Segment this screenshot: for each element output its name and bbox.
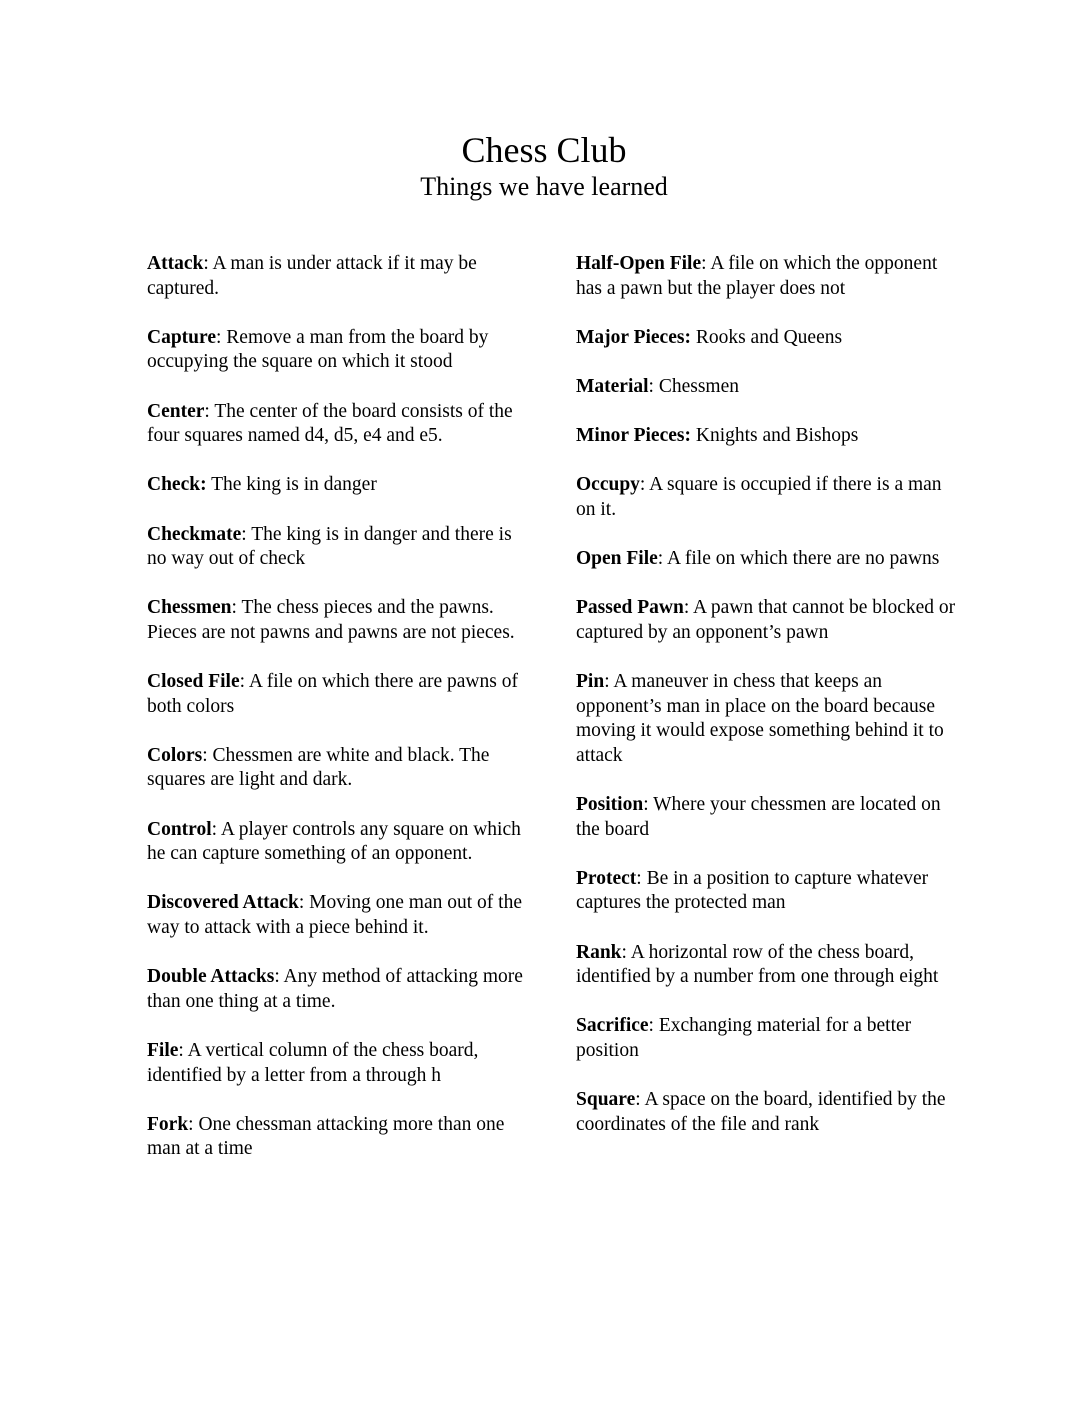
document-header [0,128,1088,202]
glossary-entry [147,744,527,793]
glossary-separator: : [604,671,614,693]
glossary-definition: A man is under attack if it may be captured. [147,253,477,299]
glossary-definition: A file on which there are no pawns [667,548,940,570]
glossary-separator: : [215,326,227,348]
glossary-definition: A maneuver in chess that keeps an opponent’s man in place on the board because moving it would expose something behind it to attack [576,671,944,766]
glossary-separator: : [636,867,647,889]
glossary-term: Material [576,375,649,397]
glossary-entry [147,596,527,645]
glossary-entry [576,473,956,522]
glossary-term: Square [576,1089,636,1111]
glossary-separator: : [203,253,213,274]
glossary-definition: The king is in danger and there is no way out of check [147,523,512,570]
glossary-separator: : [648,375,659,397]
glossary-definition: Rooks and Queens [695,326,843,348]
glossary-entry [147,818,527,867]
glossary-definition: A pawn that cannot be blocked or captured by an opponent’s pawn [576,597,956,643]
glossary-separator: : [621,941,631,963]
glossary-entry [147,473,527,498]
glossary-term: Discovered Attack [147,892,299,914]
glossary-definition: Moving one man out of the way to attack with a piece behind it. [147,892,522,939]
glossary-term: Checkmate [147,523,242,545]
glossary-entry [576,326,956,351]
glossary-definition: Chessmen [658,375,740,397]
glossary-term: Chessmen [147,597,232,619]
right-glossary-column [576,252,956,1162]
glossary-separator: : [701,253,711,274]
glossary-term: Passed Pawn [576,597,684,619]
glossary-separator: : [231,597,242,619]
glossary-entry [147,252,527,301]
glossary-separator: : [204,400,215,422]
glossary-term: Protect [576,867,637,889]
glossary-entry [147,326,527,375]
glossary-entry [576,596,956,645]
glossary-definition: Knights and Bishops [695,425,859,447]
glossary-entry [576,941,956,990]
glossary-term: Sacrifice [576,1015,649,1037]
glossary-definition: A file on which there are pawns of both colors [147,671,518,717]
glossary-term: Position [576,794,644,816]
glossary-entry [576,867,956,916]
glossary-separator: : [274,966,284,988]
glossary-separator: : [211,818,221,840]
glossary-definition: Remove a man from the board by occupying the square on which it stood [147,326,489,373]
glossary-term: Rank [576,941,622,963]
glossary-term: Half-Open File [576,253,702,274]
glossary-entry [576,252,956,301]
glossary-entry [576,547,956,572]
glossary-entry [576,424,956,449]
page-subtitle: Things we have learned [420,172,668,201]
glossary-separator: : [648,1015,659,1037]
glossary-definition: A player controls any square on which he can capture something of an opponent. [147,818,521,865]
glossary-definition: One chessman attacking more than one man at a time [147,1113,505,1160]
glossary-definition: Chessmen are white and black. The squares are light and dark. [147,744,490,791]
glossary-separator: : [241,523,252,545]
glossary-definition: Be in a position to capture whatever captures the protected man [576,867,929,914]
glossary-entry [147,1039,527,1088]
glossary-entry [576,670,956,768]
glossary-separator: : [202,744,213,766]
glossary-entry [147,1113,527,1162]
glossary-definition: Any method of attacking more than one thing at a time. [147,966,523,1012]
glossary-term: Check: [147,474,207,496]
glossary-term: Fork [147,1113,189,1135]
glossary-separator: : [657,548,668,570]
glossary-term: Capture [147,326,216,348]
glossary-term: Double Attacks [147,966,275,988]
glossary-term: Center [147,400,205,422]
glossary-definition: A file on which the opponent has a pawn but the player does not [576,253,938,299]
glossary-term: Closed File [147,671,240,693]
glossary-term: Attack [147,253,204,274]
page-title: Chess Club [461,130,627,170]
glossary-definition: The center of the board consists of the four squares named d4, d5, e4 and e5. [147,400,513,447]
glossary-separator: : [643,794,654,816]
glossary-entry [147,523,527,572]
glossary-term: File [147,1040,179,1061]
glossary-entry [147,400,527,449]
glossary-separator: : [178,1040,188,1061]
left-glossary-column [147,252,527,1187]
glossary-term: Minor Pieces: [576,425,691,447]
glossary-entry [147,670,527,719]
glossary-entry [576,793,956,842]
glossary-separator: : [635,1089,645,1111]
glossary-term: Colors [147,744,203,766]
glossary-entry [576,375,956,400]
glossary-entry [576,1014,956,1063]
glossary-entry [147,891,527,940]
glossary-separator: : [683,597,694,619]
glossary-definition: A horizontal row of the chess board, identified by a number from one through eight [576,941,939,988]
glossary-definition: The king is in danger [211,474,377,496]
glossary-term: Major Pieces: [576,326,691,348]
glossary-definition: The chess pieces and the pawns. Pieces are not pawns and pawns are not pieces. [147,597,515,643]
glossary-term: Pin [576,671,605,693]
glossary-term: Control [147,818,212,840]
glossary-definition: A vertical column of the chess board, identified by a letter from a through h [147,1040,479,1086]
glossary-definition: A space on the board, identified by the coordinates of the file and rank [576,1089,946,1135]
glossary-term: Occupy [576,474,640,496]
glossary-definition: Where your chessmen are located on the board [576,794,941,840]
glossary-term: Open File [576,548,658,570]
glossary-definition: Exchanging material for a better position [576,1015,912,1061]
glossary-entry [147,965,527,1014]
glossary-separator: : [639,474,650,496]
glossary-separator: : [298,892,310,914]
glossary-entry [576,1088,956,1137]
glossary-definition: A square is occupied if there is a man on it. [576,474,942,520]
glossary-separator: : [239,671,249,693]
glossary-separator: : [188,1113,199,1135]
